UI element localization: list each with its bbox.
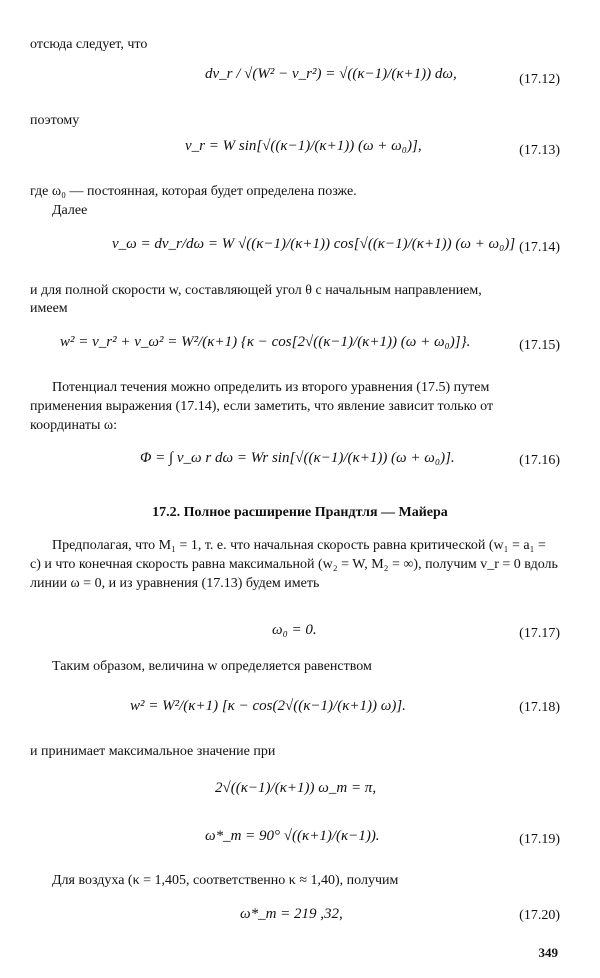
text-line: и для полной скорости w, составляющей угол θ с начальным направлением,	[30, 283, 482, 298]
text-line: Таким образом, величина w определяется равенством	[52, 659, 372, 674]
equation-17-20: ω*_m = 219 ,32,	[240, 906, 343, 922]
text-line: Для воздуха (κ = 1,405, соответственно κ ≈ 1,40), получим	[52, 873, 399, 888]
equation-17-19a: 2√((κ−1)/(κ+1)) ω_m = π,	[215, 780, 377, 796]
equation-17-17: ω₀ = 0.	[272, 622, 317, 638]
equation-number: (17.13)	[519, 143, 560, 158]
equation-number: (17.19)	[519, 832, 560, 847]
equation-number: (17.15)	[519, 338, 560, 353]
paragraph: Предполагая, что M₁ = 1, т. е. что начальная скорость равна критической (w₁ = a₁ = c) и что конечная скорость равна максимальной (w₂ = W, M₂ = ∞), получим v_r = 0 вдоль линии ω = 0, и из уравнения (17.13) будем иметь	[30, 538, 558, 591]
text-line: где ω₀ — постоянная, которая будет определена позже.	[30, 184, 357, 199]
equation-17-13: v_r = W sin[√((κ−1)/(κ+1)) (ω + ω₀)],	[185, 138, 422, 154]
equation-number: (17.12)	[519, 72, 560, 87]
equation-number: (17.16)	[519, 453, 560, 468]
equation-number: (17.20)	[519, 908, 560, 923]
equation-17-19b: ω*_m = 90° √((κ+1)/(κ−1)).	[205, 828, 380, 844]
equation-17-15: w² = v_r² + v_ω² = W²/(κ+1) {κ − cos[2√((κ−1)/(κ+1)) (ω + ω₀)]}.	[60, 334, 471, 350]
text-line: Далее	[52, 203, 88, 218]
equation-17-12: dv_r / √(W² − v_r²) = √((κ−1)/(κ+1)) dω,	[205, 66, 457, 82]
equation-17-18: w² = W²/(κ+1) [κ − cos(2√((κ−1)/(κ+1)) ω)].	[130, 698, 406, 714]
page-number: 349	[538, 945, 558, 960]
equation-number: (17.17)	[519, 626, 560, 641]
text-line: отсюда следует, что	[30, 37, 148, 52]
equation-17-14: v_ω = dv_r/dω = W √((κ−1)/(κ+1)) cos[√((κ−1)/(κ+1)) (ω + ω₀)]	[112, 236, 516, 252]
section-heading: 17.2. Полное расширение Прандтля — Майера	[152, 505, 448, 520]
text-line: и принимает максимальное значение при	[30, 744, 276, 759]
equation-number: (17.14)	[519, 240, 560, 255]
paragraph: Потенциал течения можно определить из второго уравнения (17.5) путем применения выражения (17.14), если заметить, что явление зависит только от координаты ω:	[30, 380, 494, 433]
equation-number: (17.18)	[519, 700, 560, 715]
equation-17-16: Φ = ∫ v_ω r dω = Wr sin[√((κ−1)/(κ+1)) (ω + ω₀)].	[140, 450, 455, 466]
text-line: поэтому	[30, 113, 80, 128]
text-line: имеем	[30, 301, 68, 316]
